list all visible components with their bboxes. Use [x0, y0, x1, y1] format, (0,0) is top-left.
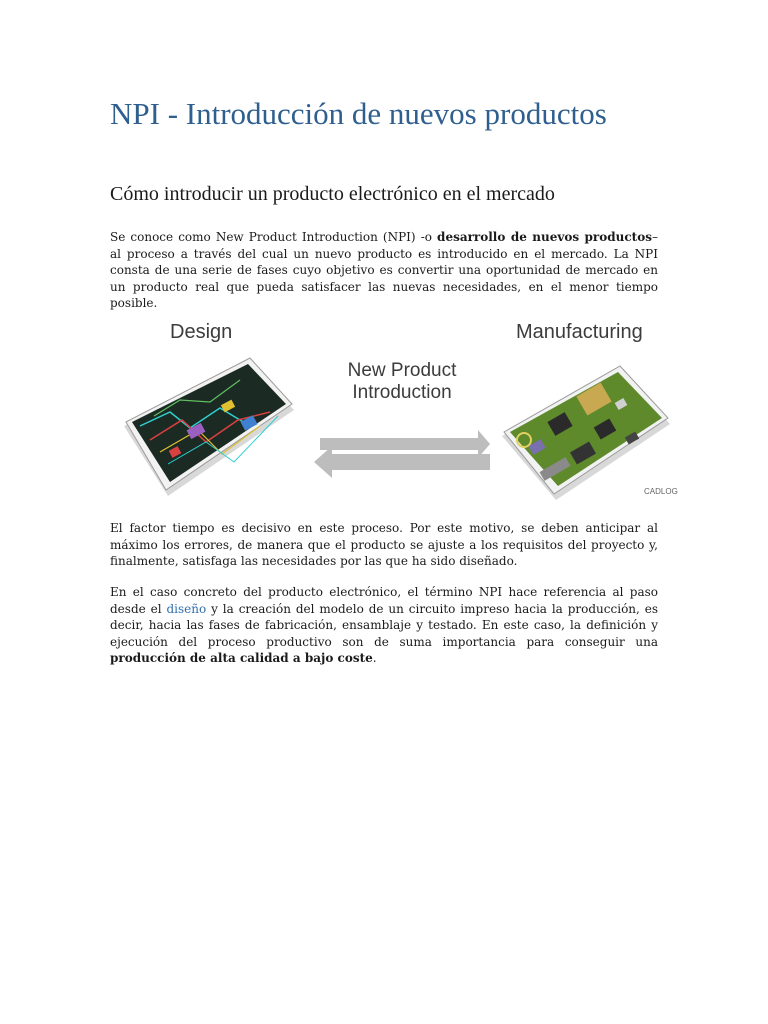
- arrow-right-icon: [320, 430, 490, 458]
- intro-text-start: Se conoce como New Product Introduction (NPI) -o: [110, 230, 438, 244]
- page-title: NPI - Introducción de nuevos productos: [110, 96, 607, 131]
- npi-center-label-line1: New Product: [347, 360, 457, 381]
- page-subtitle: Cómo introducir un producto electrónico en el mercado: [110, 183, 555, 205]
- manufacturing-label: Manufacturing: [516, 321, 643, 343]
- npi-diagram: [110, 316, 684, 506]
- cadlog-logo: CADLOG: [644, 487, 678, 496]
- manufacturing-phone-image: [502, 366, 670, 500]
- p3-text-middle: y la creación del modelo de un circuito impreso hacia la producción, es decir, hacia las fases de fabricación, ensamblaje y testado. En este caso, la definición y ejecución del proceso productivo son de suma importancia para conseguir una: [110, 601, 659, 649]
- paragraph-intro: [110, 229, 658, 312]
- intro-text-end: – al proceso a través del cual un nuevo producto es introducido en el mercado. La NPI consta de una serie de fases cuyo objetivo es convertir una oportunidad de mercado en un producto real que pueda satisfacer las nuevas necesidades, en el menor tiempo posible.: [110, 230, 658, 310]
- intro-bold-term: desarrollo de nuevos productos: [437, 230, 652, 244]
- exchange-arrows: [314, 430, 490, 478]
- p3-text-start: En el caso concreto del producto electrónico, el término NPI hace referencia al paso desde el: [110, 585, 658, 616]
- p3-bold-term: producción de alta calidad a bajo coste: [110, 651, 373, 665]
- paragraph-time-factor: El factor tiempo es decisivo en este proceso. Por este motivo, se deben anticipar al máximo los errores, de manera que el producto se ajuste a los requisitos del proyecto y, finalmente, satisfaga las necesidades por las que ha sido diseñado.: [110, 521, 658, 568]
- npi-center-label-line2: Introduction: [352, 382, 452, 403]
- paragraph-electronic-product: [110, 584, 658, 667]
- arrow-left-icon: [314, 446, 490, 478]
- npi-figure: [110, 316, 684, 506]
- design-label: Design: [170, 321, 233, 343]
- p3-text-end: .: [372, 651, 377, 665]
- design-link[interactable]: diseño: [166, 601, 207, 616]
- design-phone-image: [124, 358, 294, 496]
